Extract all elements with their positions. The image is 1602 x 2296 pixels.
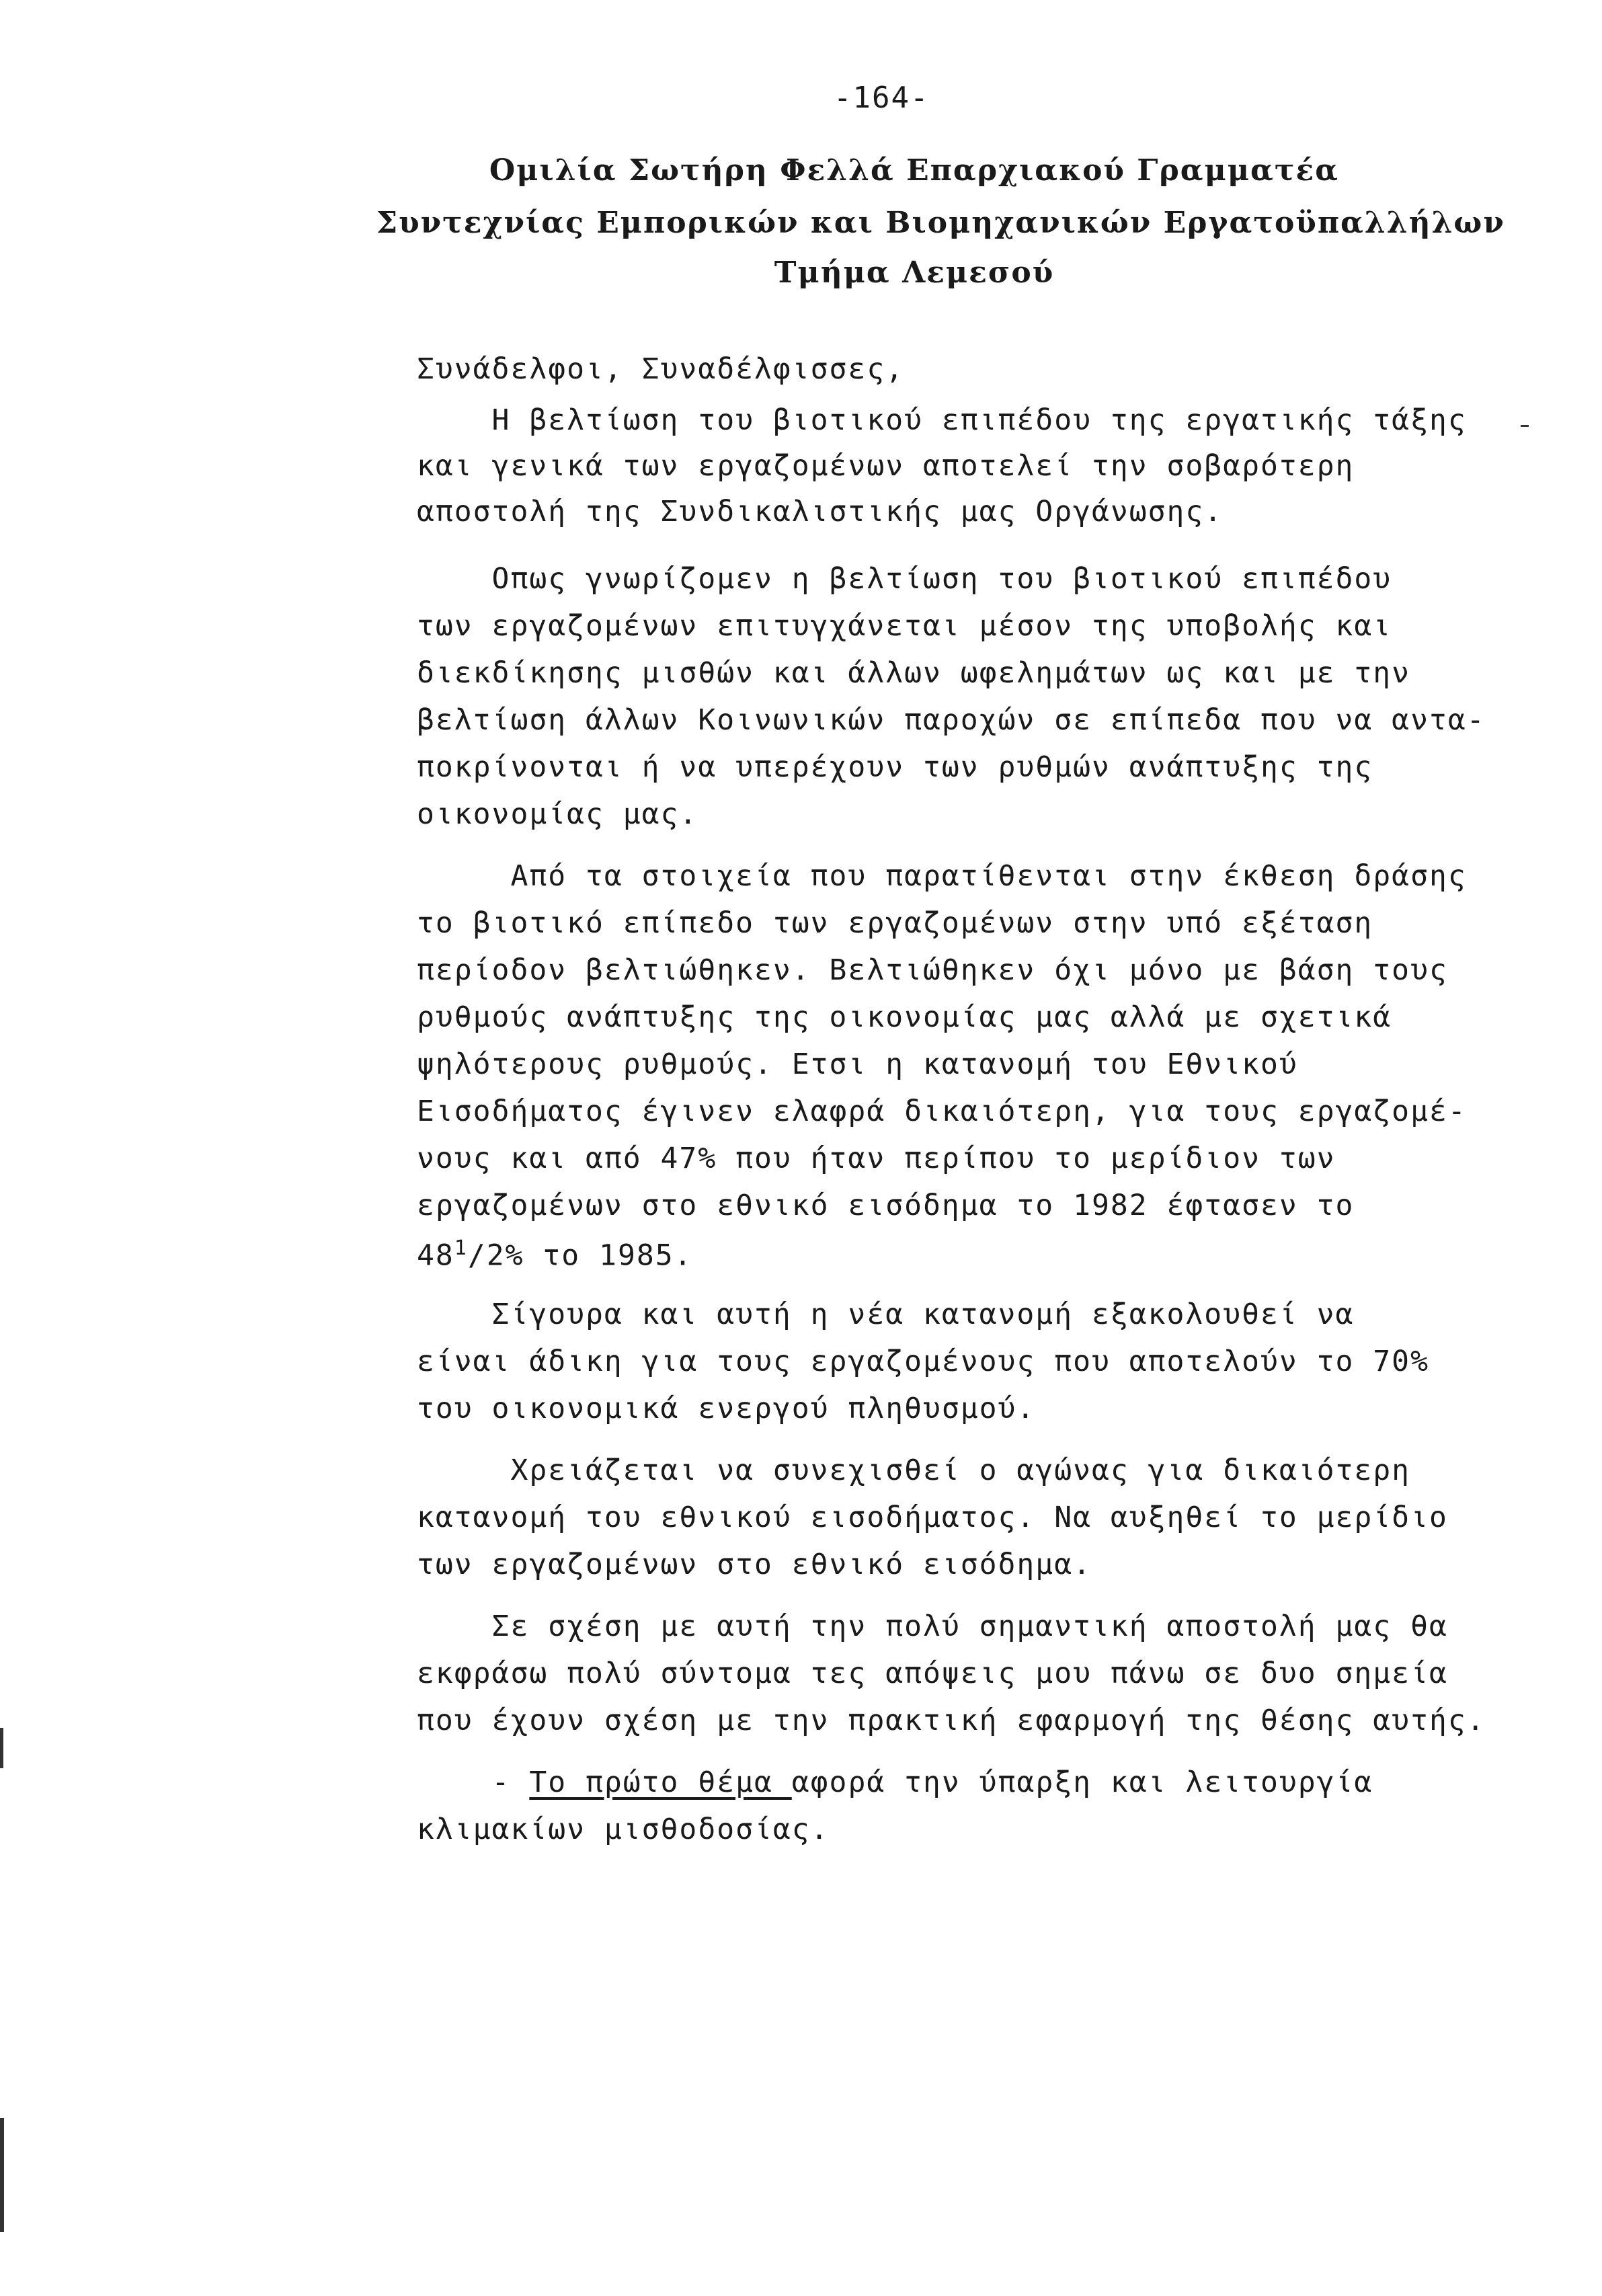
para-6-line-1: Σε σχέση με αυτή την πολύ σημαντική αποστολή μας θα <box>417 1610 1448 1643</box>
para-6-line-3: που έχουν σχέση με την πρακτική εφαρμογή της θέσης αυτής. <box>417 1704 1486 1737</box>
final-line-1 <box>417 1768 1373 1797</box>
para-3-line-3: περίοδον βελτιώθηκεν. Βελτιώθηκεν όχι μόνο με βάση τους <box>417 953 1448 987</box>
para-2-line-4: βελτίωση άλλων Κοινωνικών παροχών σε επίπεδα που να αντα- <box>417 703 1486 737</box>
para-6-line-2: εκφράσω πολύ σύντομα τες απόψεις μου πάνω σε δυο σημεία <box>417 1657 1448 1690</box>
page-number: -164- <box>834 81 930 115</box>
salutation: Συνάδελφοι, Συναδέλφισσες, <box>417 352 905 386</box>
percentage-prefix: 48 <box>417 1238 454 1273</box>
scan-edge-mark <box>0 1728 3 1768</box>
para-3-line-8: εργαζομένων στο εθνικό εισόδημα το 1982 έφτασεν το <box>417 1189 1355 1222</box>
para-2-line-5: ποκρίνονται ή να υπερέχουν των ρυθμών ανάπτυξης της <box>417 750 1373 784</box>
percentage-suffix: /2% το 1985. <box>467 1238 693 1273</box>
para-5-line-3: των εργαζομένων στο εθνικό εισόδημα. <box>417 1548 1092 1581</box>
para-4-line-3: του οικονομικά ενεργού πληθυσμού. <box>417 1392 1036 1425</box>
percentage-superscript: 1 <box>454 1236 468 1260</box>
para-5-line-2: κατανομή του εθνικού εισοδήματος. Να αυξηθεί το μερίδιο <box>417 1501 1448 1534</box>
heading-line-2: Συντεχνίας Εμπορικών και Βιομηχανικών Εργατοϋπαλλήλων <box>376 206 1505 240</box>
para-1-line-3: αποστολή της Συνδικαλιστικής μας Οργάνωσης. <box>417 495 1224 528</box>
para-1-line-2: και γενικά των εργαζομένων αποτελεί την σοβαρότερη <box>417 449 1355 483</box>
para-5-line-1: Χρειάζεται να συνεχισθεί ο αγώνας για δικαιότερη <box>417 1454 1411 1487</box>
para-3-line-6: Εισοδήματος έγινεν ελαφρά δικαιότερη, για τους εργαζομέ- <box>417 1095 1467 1128</box>
para-2-line-3: διεκδίκησης μισθών και άλλων ωφελημάτων ως και με την <box>417 656 1411 690</box>
final-prefix: - <box>417 1766 530 1799</box>
final-underlined-phrase: Το πρώτο θέμα <box>529 1766 792 1799</box>
para-2-line-1: Οπως γνωρίζομεν η βελτίωση του βιοτικού επιπέδου <box>417 562 1392 596</box>
para-3-line-9 <box>417 1236 693 1273</box>
scan-edge-mark <box>0 2118 4 2232</box>
para-2-line-6: οικονομίας μας. <box>417 797 698 831</box>
heading-line-3: Τμήμα Λεμεσού <box>774 255 1055 290</box>
para-3-line-4: ρυθμούς ανάπτυξης της οικονομίας μας αλλά με σχετικά <box>417 1000 1392 1034</box>
scan-dash-mark <box>1521 425 1529 427</box>
para-3-line-1: Από τα στοιχεία που παρατίθενται στην έκθεση δράσης <box>417 859 1467 893</box>
para-2-line-2: των εργαζομένων επιτυγχάνεται μέσον της υποβολής και <box>417 609 1392 643</box>
para-3-line-7: νους και από 47% που ήταν περίπου το μερίδιον των <box>417 1142 1336 1175</box>
final-line-2: κλιμακίων μισθοδοσίας. <box>417 1813 830 1846</box>
final-rest: αφορά την ύπαρξη και λειτουργία <box>791 1766 1373 1799</box>
para-3-line-2: το βιοτικό επίπεδο των εργαζομένων στην υπό εξέταση <box>417 906 1373 940</box>
para-4-line-2: είναι άδικη για τους εργαζομένους που αποτελούν το 70% <box>417 1345 1429 1378</box>
para-4-line-1: Σίγουρα και αυτή η νέα κατανομή εξακολουθεί να <box>417 1298 1355 1331</box>
heading-line-1: Ομιλία Σωτήρη Φελλά Επαρχιακού Γραμματέα <box>489 153 1340 188</box>
para-3-line-5: ψηλότερους ρυθμούς. Ετσι η κατανομή του Εθνικού <box>417 1047 1298 1081</box>
para-1-line-1: Η βελτίωση του βιοτικού επιπέδου της εργατικής τάξης <box>417 403 1467 437</box>
